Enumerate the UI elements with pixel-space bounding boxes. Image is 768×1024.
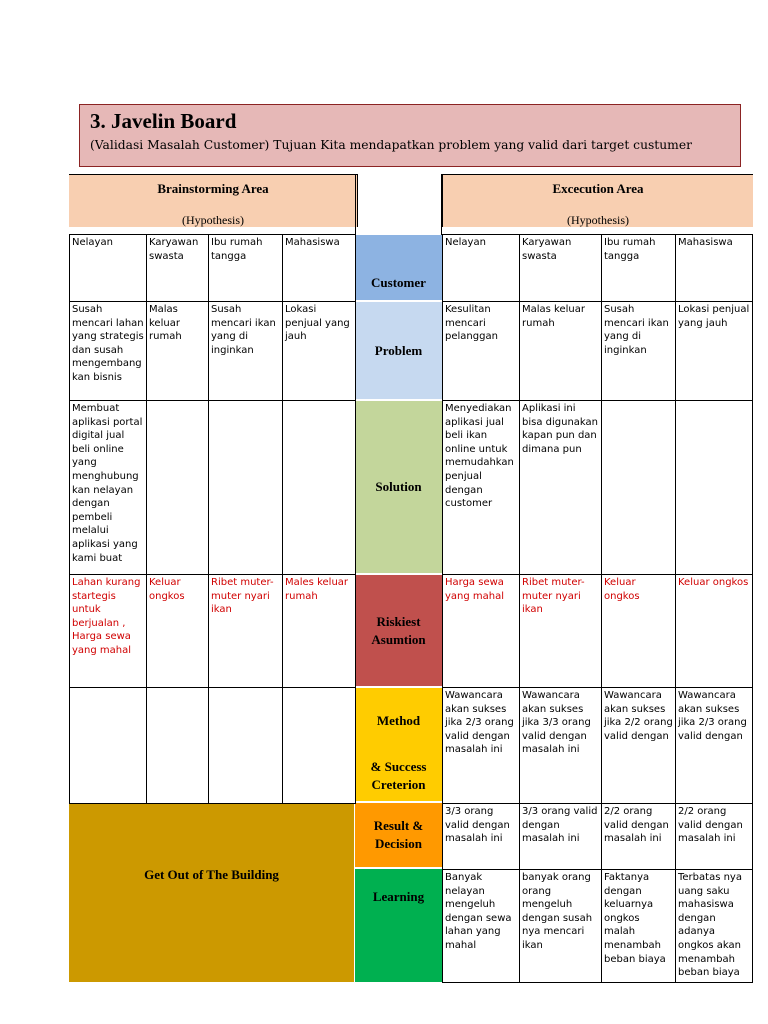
left-method-empty-cell	[69, 687, 147, 804]
right-learning-cell: banyak orang orang mengeluh dengan susah nya mencari ikan	[519, 869, 602, 983]
right-method-cell: Wawancara akan sukses jika 2/2 orang valid dengan	[601, 687, 676, 804]
row-label-method: Method	[376, 713, 421, 728]
right-result-cell: 2/2 orang valid dengan masalah ini	[675, 803, 753, 870]
left-customer-cell: Ibu rumah tangga	[208, 234, 283, 302]
row-label-learning: Learning	[355, 869, 442, 982]
brainstorming-area-header	[69, 174, 358, 227]
row-label-result: Result & Decision	[355, 803, 442, 867]
brainstorming-hypothesis: (Hypothesis)	[182, 213, 244, 227]
right-problem-cell: Lokasi penjual yang jauh	[675, 301, 753, 401]
right-result-cell: 3/3 orang valid dengan masalah ini	[519, 803, 602, 870]
left-customer-cell: Nelayan	[69, 234, 147, 302]
page-subtitle: (Validasi Masalah Customer) Tujuan Kita mendapatkan problem yang valid dari target custumer	[90, 138, 692, 152]
right-riskiest-cell: Harga sewa yang mahal	[442, 574, 520, 688]
right-method-cell: Wawancara akan sukses jika 3/3 orang valid dengan masalah ini	[519, 687, 602, 804]
right-solution-cell: Menyediakan aplikasi jual beli ikan online untuk memudahkan penjual dengan customer	[442, 400, 520, 575]
right-riskiest-cell: Keluar ongkos	[675, 574, 753, 688]
execution-area-title: Excecution Area	[552, 181, 644, 196]
right-result-cell: 3/3 orang valid dengan masalah ini	[442, 803, 520, 870]
row-label-riskiest: Riskiest Asumtion	[355, 575, 442, 686]
left-problem-cell: Lokasi penjual yang jauh	[282, 301, 356, 401]
row-label-problem: Problem	[355, 302, 442, 399]
get-out-of-building-box: Get Out of The Building	[69, 803, 354, 982]
right-solution-cell: Aplikasi ini bisa digunakan kapan pun dan dimana pun	[519, 400, 602, 575]
page-title: 3. Javelin Board	[90, 109, 237, 133]
left-customer-cell: Mahasiswa	[282, 234, 356, 302]
row-label-customer: Customer	[355, 235, 442, 300]
left-riskiest-cell: Ribet muter-muter nyari ikan	[208, 574, 283, 688]
execution-area-header	[442, 174, 753, 227]
right-customer-cell: Ibu rumah tangga	[601, 234, 676, 302]
right-problem-cell: Malas keluar rumah	[519, 301, 602, 401]
left-customer-cell: Karyawan swasta	[146, 234, 209, 302]
left-riskiest-cell: Males keluar rumah	[282, 574, 356, 688]
right-problem-cell: Kesulitan mencari pelanggan	[442, 301, 520, 401]
left-method-empty-cell	[282, 687, 356, 804]
left-riskiest-cell: Keluar ongkos	[146, 574, 209, 688]
right-customer-cell: Karyawan swasta	[519, 234, 602, 302]
right-riskiest-cell: Keluar ongkos	[601, 574, 676, 688]
row-label-method-box	[355, 688, 442, 801]
title-box	[79, 104, 741, 167]
left-problem-cell: Susah mencari ikan yang di inginkan	[208, 301, 283, 401]
divider-line	[355, 174, 356, 235]
right-riskiest-cell: Ribet muter-muter nyari ikan	[519, 574, 602, 688]
right-solution-empty-cell	[675, 400, 753, 575]
left-problem-cell: Susah mencari lahan yang strategis dan susah mengembang kan bisnis	[69, 301, 147, 401]
right-learning-cell: Faktanya dengan keluarnya ongkos malah menambah beban biaya	[601, 869, 676, 983]
right-method-cell: Wawancara akan sukses jika 2/3 orang valid dengan masalah ini	[442, 687, 520, 804]
row-label-success: & Success Creterion	[370, 759, 427, 792]
right-problem-cell: Susah mencari ikan yang di inginkan	[601, 301, 676, 401]
left-problem-cell: Malas keluar rumah	[146, 301, 209, 401]
right-result-cell: 2/2 orang valid dengan masalah ini	[601, 803, 676, 870]
right-customer-cell: Nelayan	[442, 234, 520, 302]
left-solution-empty-cell	[282, 400, 356, 575]
divider-line	[441, 174, 442, 235]
right-method-cell: Wawancara akan sukses jika 2/3 orang valid dengan	[675, 687, 753, 804]
left-solution-empty-cell	[208, 400, 283, 575]
left-solution-empty-cell	[146, 400, 209, 575]
right-solution-empty-cell	[601, 400, 676, 575]
right-customer-cell: Mahasiswa	[675, 234, 753, 302]
row-label-solution: Solution	[355, 401, 442, 573]
left-method-empty-cell	[146, 687, 209, 804]
left-solution-cell: Membuat aplikasi portal digital jual beli online yang menghubung kan nelayan dengan pembeli melalui aplikasi yang kami buat	[69, 400, 147, 575]
left-method-empty-cell	[208, 687, 283, 804]
right-learning-cell: Terbatas nya uang saku mahasiswa dengan adanya ongkos akan menambah beban biaya	[675, 869, 753, 983]
brainstorming-area-title: Brainstorming Area	[157, 181, 269, 196]
execution-hypothesis: (Hypothesis)	[567, 213, 629, 227]
left-riskiest-cell: Lahan kurang startegis untuk berjualan , Harga sewa yang mahal	[69, 574, 147, 688]
right-learning-cell: Banyak nelayan mengeluh dengan sewa lahan yang mahal	[442, 869, 520, 983]
